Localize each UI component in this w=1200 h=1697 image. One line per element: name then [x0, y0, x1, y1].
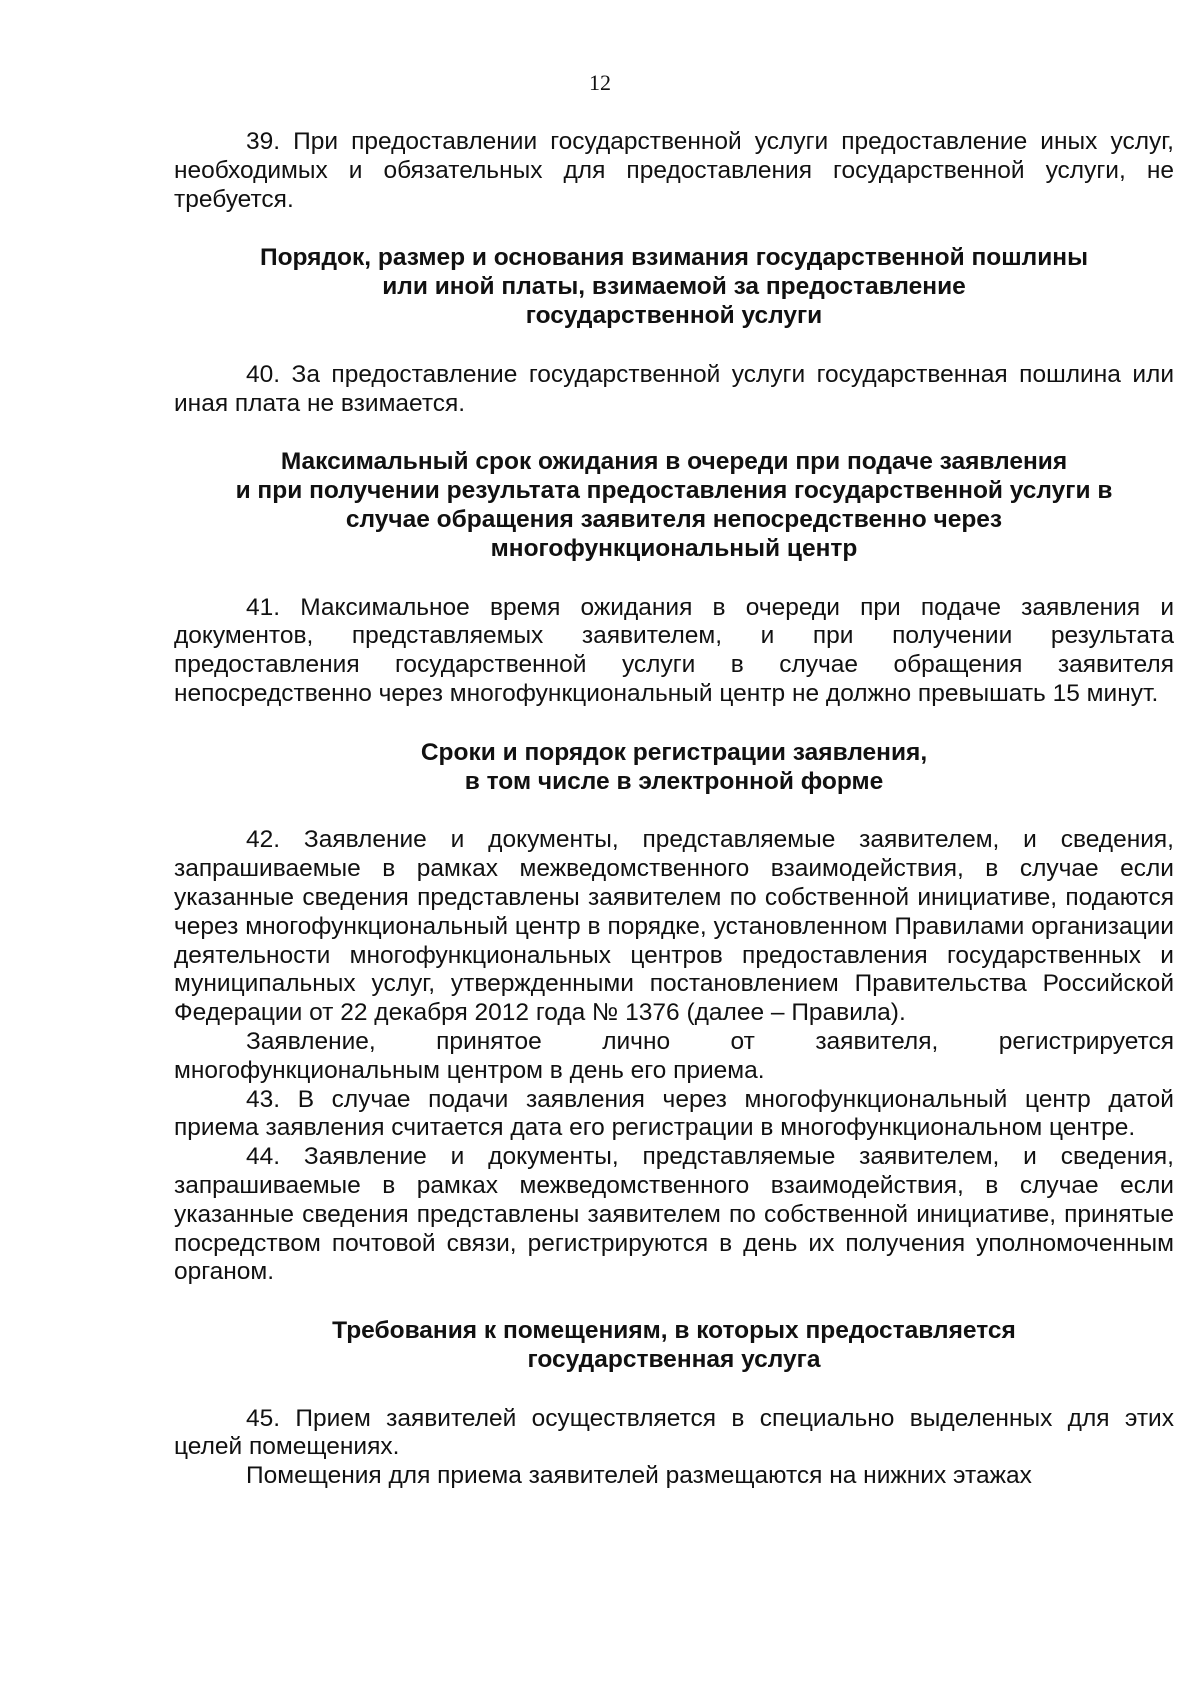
heading-state-fee: [174, 244, 1174, 330]
paragraph-43: 43. В случае подачи заявления через многофункциональный центр датой приема заявления считается дата его регистрации в многофункциональном центре.: [174, 1085, 1174, 1142]
paragraph-40: 40. За предоставление государственной услуги государственная пошлина или иная плата не взимается.: [174, 360, 1174, 417]
heading-line: государственной услуги: [525, 301, 823, 329]
paragraph-41: 41. Максимальное время ожидания в очереди при подаче заявления и документов, представляемых заявителем, и при получении результата предоставления государственной услуги в случае обращения заявителя непосредственно через многофункциональный центр не должно превышать 15 минут.: [174, 593, 1174, 707]
paragraph-45-continued: Помещения для приема заявителей размещаются на нижних этажах: [246, 1462, 1032, 1490]
heading-line: Требования к помещениям, в которых предоставляется: [332, 1317, 1016, 1345]
heading-line: Порядок, размер и основания взимания государственной пошлины: [259, 244, 1089, 272]
heading-line: государственная услуга: [527, 1345, 821, 1373]
paragraph-39: 39. При предоставлении государственной услуги предоставление иных услуг, необходимых и обязательных для предоставления государственной услуги, не требуется.: [174, 128, 1174, 213]
heading-registration: [174, 739, 1174, 797]
heading-max-wait-time: [174, 448, 1174, 563]
heading-line: или иной платы, взимаемой за предоставление: [382, 273, 966, 301]
paragraph-45: 45. Прием заявителей осуществляется в специально выделенных для этих целей помещениях.: [174, 1404, 1174, 1461]
heading-premises-requirements: [174, 1317, 1174, 1375]
heading-line: Максимальный срок ожидания в очереди при подаче заявления: [280, 448, 1068, 476]
heading-line: в том числе в электронной форме: [464, 767, 884, 795]
heading-line: случае обращения заявителя непосредственно через: [345, 505, 1003, 533]
page-number: 12: [589, 70, 611, 95]
paragraph-44: 44. Заявление и документы, представляемые заявителем, и сведения, запрашиваемые в рамках межведомственного взаимодействия, в случае если указанные сведения представлены заявителем по собственной инициативе, принятые посредством почтовой связи, регистрируются в день их получения уполномоченным органом.: [174, 1143, 1174, 1286]
paragraph-42: 42. Заявление и документы, представляемые заявителем, и сведения, запрашиваемые в рамках межведомственного взаимодействия, в случае если указанные сведения представлены заявителем по собственной инициативе, подаются через многофункциональный центр в порядке, установленном Правилами организации деятельности многофункциональных центров предоставления государственных и муниципальных услуг, утвержденными постановлением Правительства Российской Федерации от 22 декабря 2012 года № 1376 (далее – Правила).: [174, 826, 1174, 1027]
heading-line: многофункциональный центр: [490, 534, 858, 562]
heading-line: и при получении результата предоставления государственной услуги в: [235, 477, 1113, 505]
heading-line: Сроки и порядок регистрации заявления,: [420, 738, 928, 766]
document-body: [174, 128, 1174, 1491]
paragraph-42-continued: Заявление, принятое лично от заявителя, регистрируется многофункциональным центром в день его приема.: [174, 1027, 1174, 1084]
